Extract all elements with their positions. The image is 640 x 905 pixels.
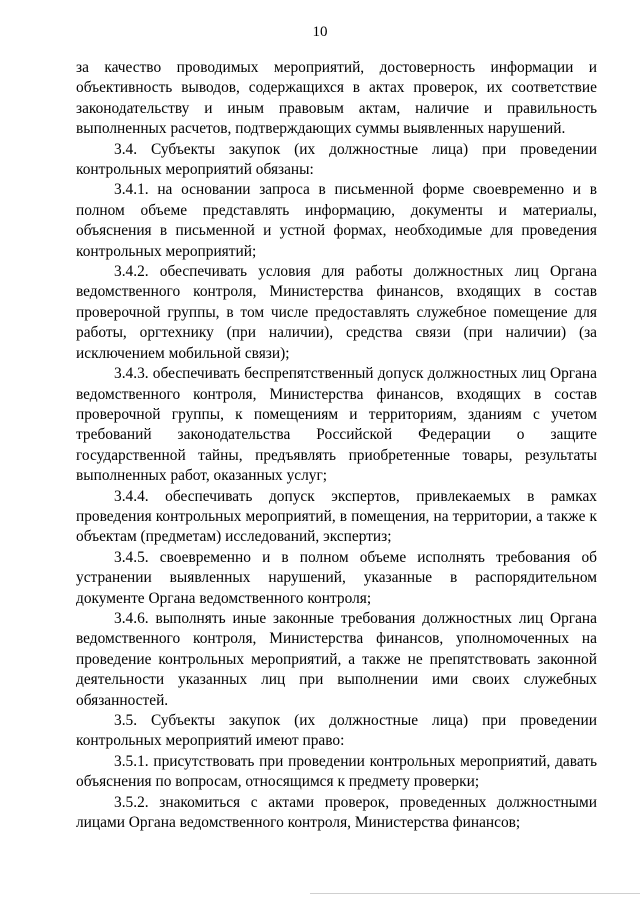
page-bottom-edge [310, 893, 640, 894]
paragraph-3-5: 3.5. Субъекты закупок (их должностные лица) при проведении контрольных мероприятий имеют право: [76, 712, 597, 750]
paragraph-3-4-6: 3.4.6. выполнять иные законные требования должностных лиц Органа ведомственного контроля, Министерства финансов, уполномоченных на проведение контрольных мероприятий, а также не препятствовать законной деятельности указанных лиц при выполнении ими своих служебных обязанностей. [76, 609, 597, 709]
paragraph-3-4-1: 3.4.1. на основании запроса в письменной форме своевременно и в полном объеме представлять информацию, документы и материалы, объяснения в письменной и устной формах, необходимые для проведения контрольных мероприятий; [76, 181, 597, 260]
paragraph-3-4-4: 3.4.4. обеспечивать допуск экспертов, привлекаемых в рамках проведения контрольных мероприятий, в помещения, на территории, а также к объектам (предметам) исследований, экспертиз; [76, 487, 597, 546]
paragraph-3-4-3: 3.4.3. обеспечивать беспрепятственный допуск должностных лиц Органа ведомственного контроля, Министерства финансов, входящих в состав проверочной группы, к помещениям и территориям, зданиям с учетом требований законодательства Российской Федерации о защите государственной тайны, предъявлять приобретенные товары, результаты выполненных работ, оказанных услуг; [76, 365, 597, 485]
paragraph-3-4: 3.4. Субъекты закупок (их должностные лица) при проведении контрольных мероприятий обязаны: [76, 140, 597, 179]
paragraph-3-4-5: 3.4.5. своевременно и в полном объеме исполнять требования об устранении выявленных нарушений, указанные в распорядительном документе Органа ведомственного контроля; [76, 548, 597, 607]
document-body [76, 58, 597, 833]
paragraph-continuation: за качество проводимых мероприятий, достоверность информации и объективность выводов, содержащихся в актах проверок, их соответствие законодательству и иным правовым актам, наличие и правильность выполненных расчетов, подтверждающих суммы выявленных нарушений. [76, 59, 597, 138]
paragraph-3-5-2: 3.5.2. знакомиться с актами проверок, проведенных должностными лицами Органа ведомственного контроля, Министерства финансов; [76, 793, 597, 832]
paragraph-3-5-1: 3.5.1. присутствовать при проведении контрольных мероприятий, давать объяснения по вопросам, относящимся к предмету проверки; [76, 752, 597, 791]
paragraph-3-4-2: 3.4.2. обеспечивать условия для работы должностных лиц Органа ведомственного контроля, Министерства финансов, входящих в состав проверочной группы, в том числе предоставлять служебное помещение для работы, оргтехнику (при наличии), средства связи (при наличии) (за исключением мобильной связи); [76, 263, 597, 362]
page-number: 10 [312, 24, 328, 40]
